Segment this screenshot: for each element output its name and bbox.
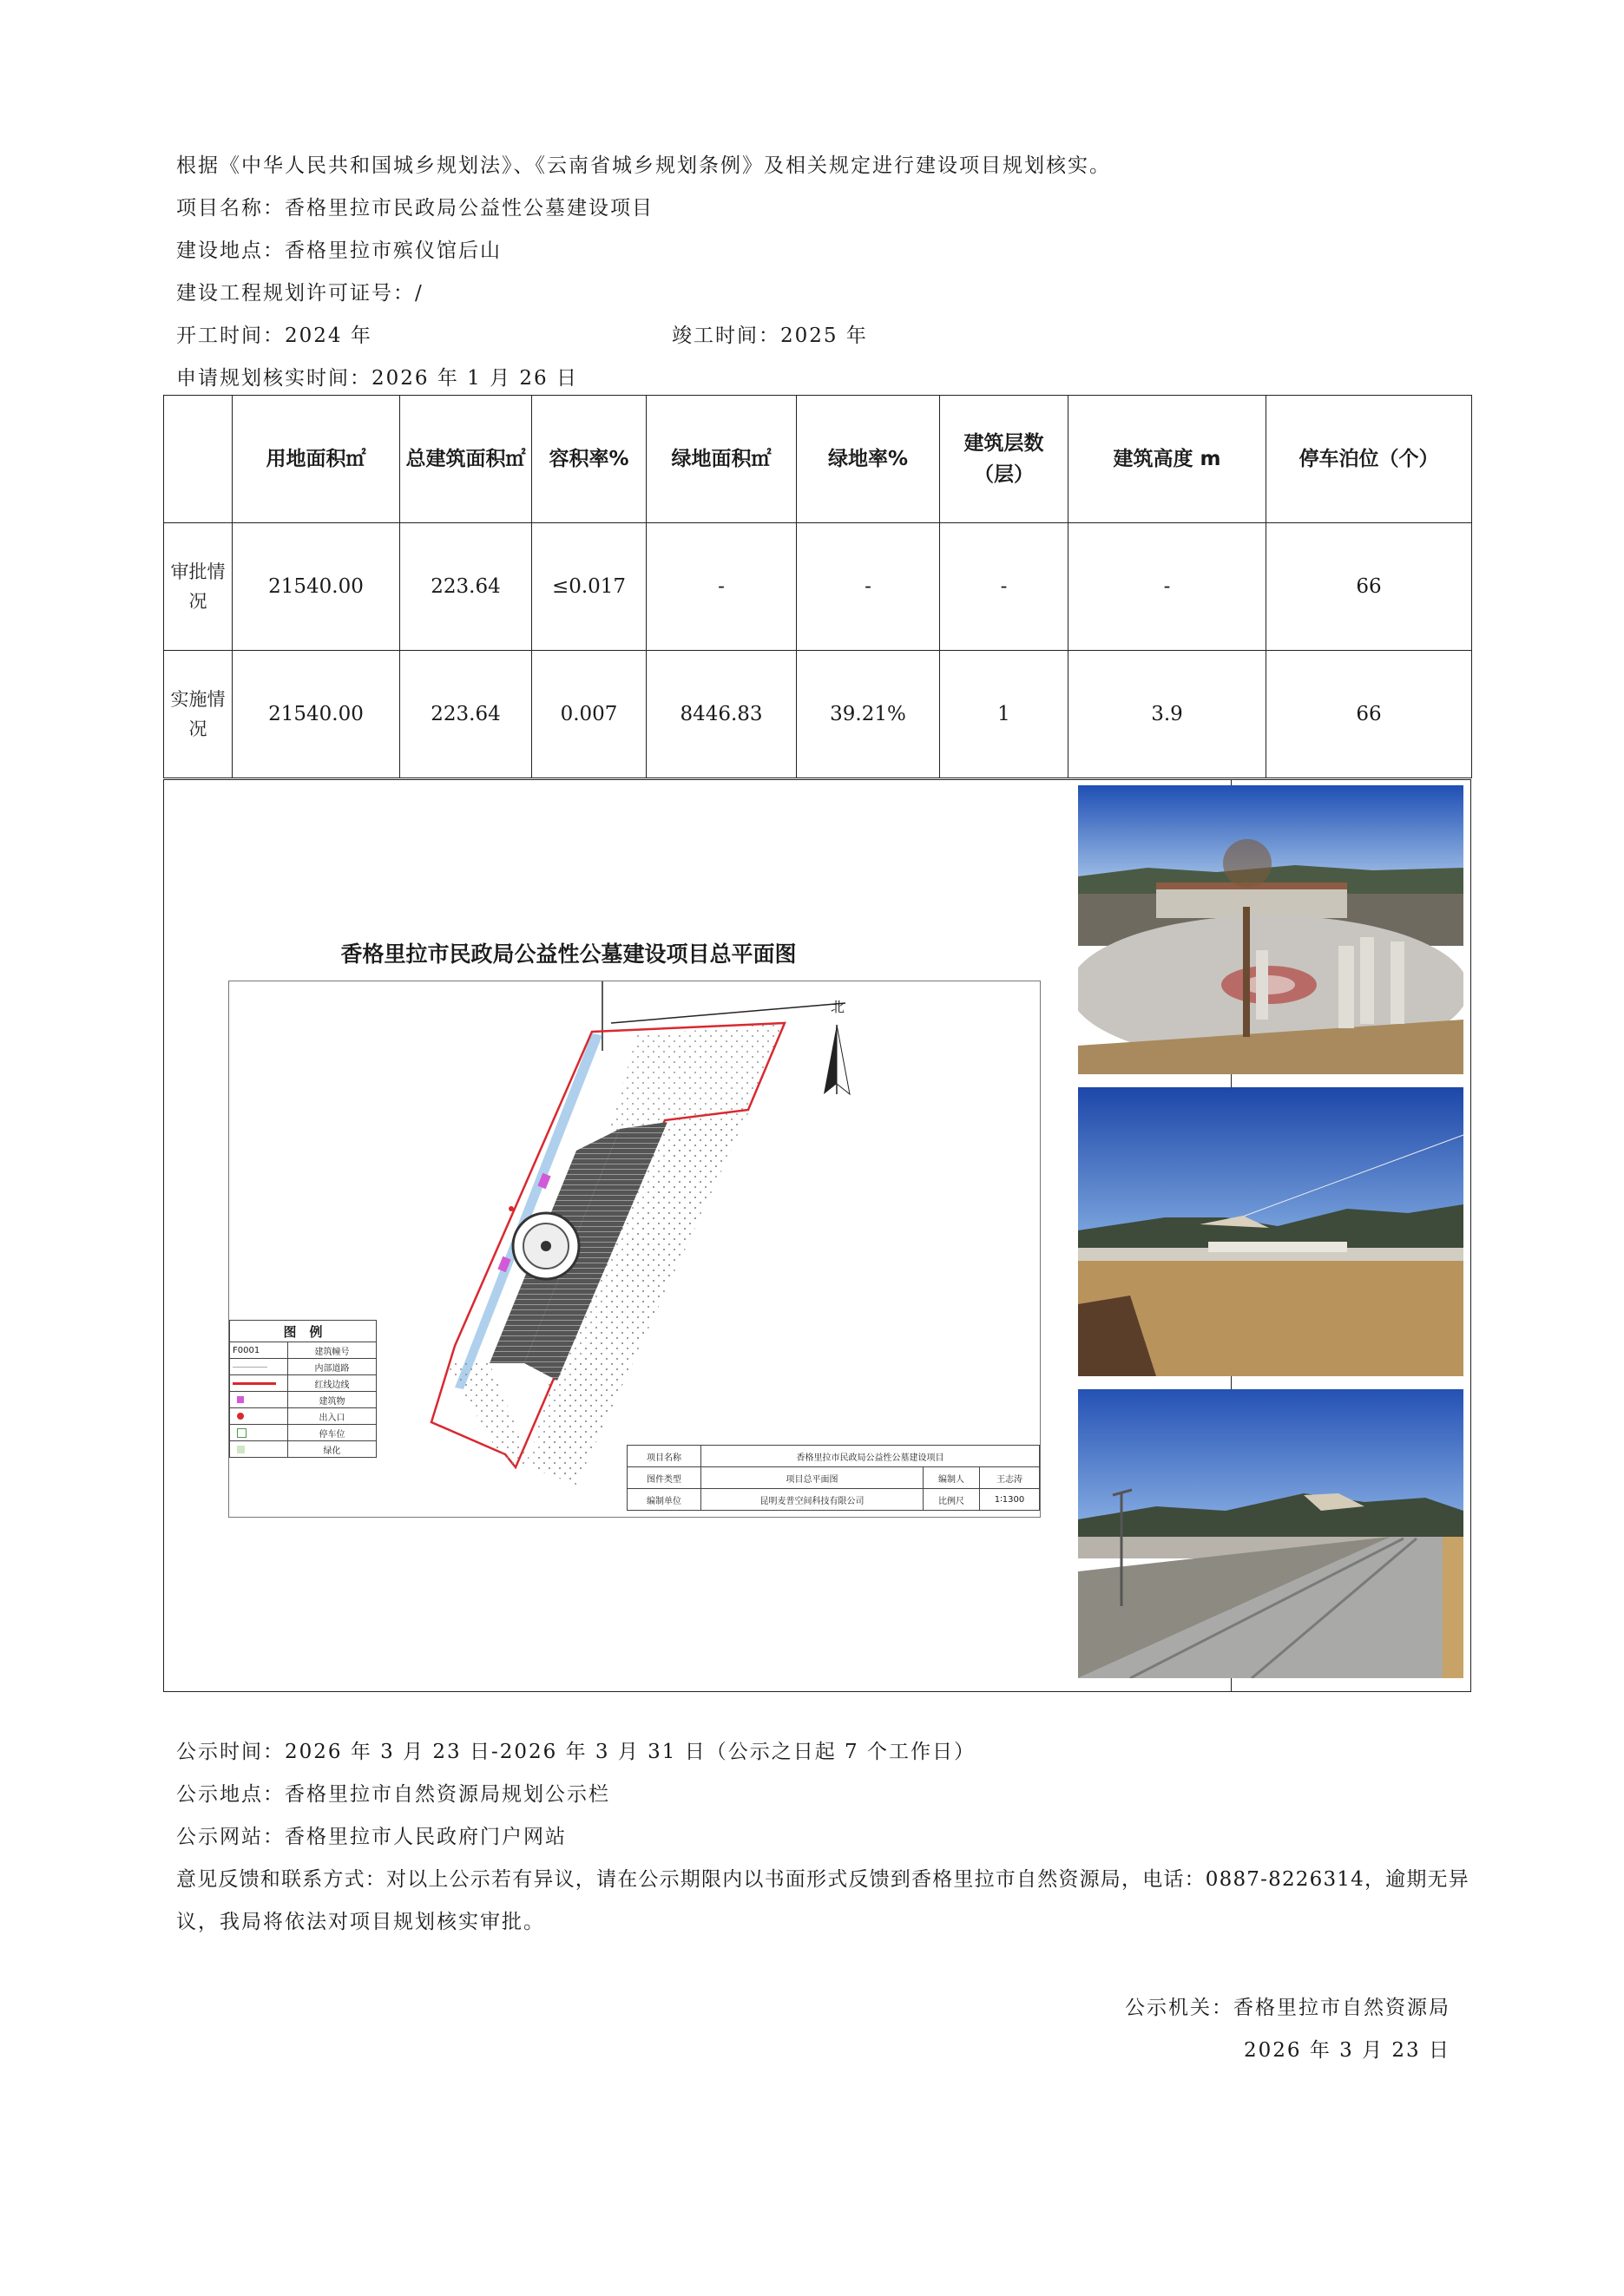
- plan-title: 香格里拉市民政局公益性公墓建设项目总平面图: [340, 941, 797, 967]
- table-cell: 66: [1266, 523, 1472, 651]
- table-cell: 0.007: [532, 651, 647, 778]
- tb-key: 项目名称: [628, 1446, 701, 1467]
- feedback-line-1: 意见反馈和联系方式：对以上公示若有异议，请在公示期限内以书面形式反馈到香格里拉市自然资源局，电话：0887-8226314，逾期无异: [176, 1868, 1469, 1891]
- legend-label: 建筑物: [288, 1392, 377, 1408]
- table-cell: 8446.83: [647, 651, 797, 778]
- legend-table: [229, 1320, 377, 1458]
- table-cell: 3.9: [1068, 651, 1266, 778]
- header-cell: 建筑高度 m: [1068, 396, 1266, 523]
- issue-date: 2026 年 3 月 23 日: [1244, 2039, 1450, 2062]
- legend-label: 内部道路: [288, 1359, 377, 1375]
- header-cell: 绿地率%: [797, 396, 940, 523]
- legend-code: F0001: [230, 1342, 288, 1359]
- site-photo-plaza: [1078, 785, 1463, 1074]
- table-cell: ≤0.017: [532, 523, 647, 651]
- intro-text: 根据《中华人民共和国城乡规划法》、《云南省城乡规划条例》及相关规定进行建设项目规划核实。: [176, 154, 1111, 177]
- legend-label: 出入口: [288, 1408, 377, 1425]
- apply-time: 申请规划核实时间：2026 年 1 月 26 日: [176, 367, 578, 390]
- legend-label: 建筑幢号: [288, 1342, 377, 1359]
- legend-green-icon: [230, 1441, 288, 1458]
- legend-road-icon: [230, 1359, 288, 1375]
- notice-website: 公示网站：香格里拉市人民政府门户网站: [176, 1826, 567, 1848]
- north-label: 北: [831, 999, 845, 1015]
- legend-label: 红线边线: [288, 1375, 377, 1392]
- end-time: 竣工时间：2025 年: [672, 325, 868, 347]
- header-cell: 用地面积㎡: [233, 396, 400, 523]
- header-cell: 停车泊位（个）: [1266, 396, 1472, 523]
- legend-entrance-icon: [230, 1408, 288, 1425]
- table-row: [164, 651, 1472, 778]
- notice-time: 公示时间：2026 年 3 月 23 日-2026 年 3 月 31 日（公示之日起 7 个工作日）: [176, 1741, 976, 1763]
- header-cell: 建筑层数（层）: [940, 396, 1068, 523]
- table-cell: -: [797, 523, 940, 651]
- site-photo-pathway: [1078, 1389, 1463, 1678]
- start-time: 开工时间：2024 年: [176, 325, 372, 347]
- tb-value: 1∶1300: [980, 1489, 1040, 1511]
- tb-key: 编制人: [924, 1467, 980, 1489]
- row-label: 审批情况: [164, 523, 233, 651]
- tb-value: 昆明麦普空间科技有限公司: [701, 1489, 924, 1511]
- tb-value: 香格里拉市民政局公益性公墓建设项目: [701, 1446, 1040, 1467]
- feedback-line-2: 议，我局将依法对项目规划核实审批。: [176, 1911, 545, 1933]
- table-row: [164, 523, 1472, 651]
- table-cell: 1: [940, 651, 1068, 778]
- table-cell: 223.64: [400, 523, 532, 651]
- row-label: 实施情况: [164, 651, 233, 778]
- table-cell: 66: [1266, 651, 1472, 778]
- legend-title: 图 例: [230, 1321, 377, 1342]
- table-cell: 21540.00: [233, 523, 400, 651]
- tb-key: 编制单位: [628, 1489, 701, 1511]
- tb-key: 比例尺: [924, 1489, 980, 1511]
- header-cell: 总建筑面积㎡: [400, 396, 532, 523]
- legend-building-icon: [230, 1392, 288, 1408]
- table-cell: 223.64: [400, 651, 532, 778]
- legend-redline-icon: [230, 1375, 288, 1392]
- tb-key: 图件类型: [628, 1467, 701, 1489]
- table-cell: -: [940, 523, 1068, 651]
- north-arrow-icon: [824, 1025, 837, 1094]
- header-cell-empty: [164, 396, 233, 523]
- indicator-table: [163, 395, 1472, 778]
- issuing-org: 公示机关：香格里拉市自然资源局: [1125, 1997, 1450, 2019]
- project-name: 项目名称：香格里拉市民政局公益性公墓建设项目: [176, 197, 654, 220]
- table-header-row: [164, 396, 1472, 523]
- header-cell: 绿地面积㎡: [647, 396, 797, 523]
- tb-value: 王志涛: [980, 1467, 1040, 1489]
- table-cell: 21540.00: [233, 651, 400, 778]
- title-block: [627, 1445, 1040, 1511]
- table-cell: -: [647, 523, 797, 651]
- table-cell: -: [1068, 523, 1266, 651]
- table-cell: 39.21%: [797, 651, 940, 778]
- project-location: 建设地点：香格里拉市殡仪馆后山: [176, 239, 502, 262]
- notice-place: 公示地点：香格里拉市自然资源局规划公示栏: [176, 1783, 610, 1806]
- legend-parking-icon: [230, 1425, 288, 1441]
- permit-number: 建设工程规划许可证号：/: [176, 282, 424, 305]
- header-cell: 容积率%: [532, 396, 647, 523]
- tb-value: 项目总平面图: [701, 1467, 924, 1489]
- site-photo-grassland: [1078, 1087, 1463, 1376]
- legend-label: 停车位: [288, 1425, 377, 1441]
- legend-label: 绿化: [288, 1441, 377, 1458]
- site-plan: [228, 981, 1041, 1518]
